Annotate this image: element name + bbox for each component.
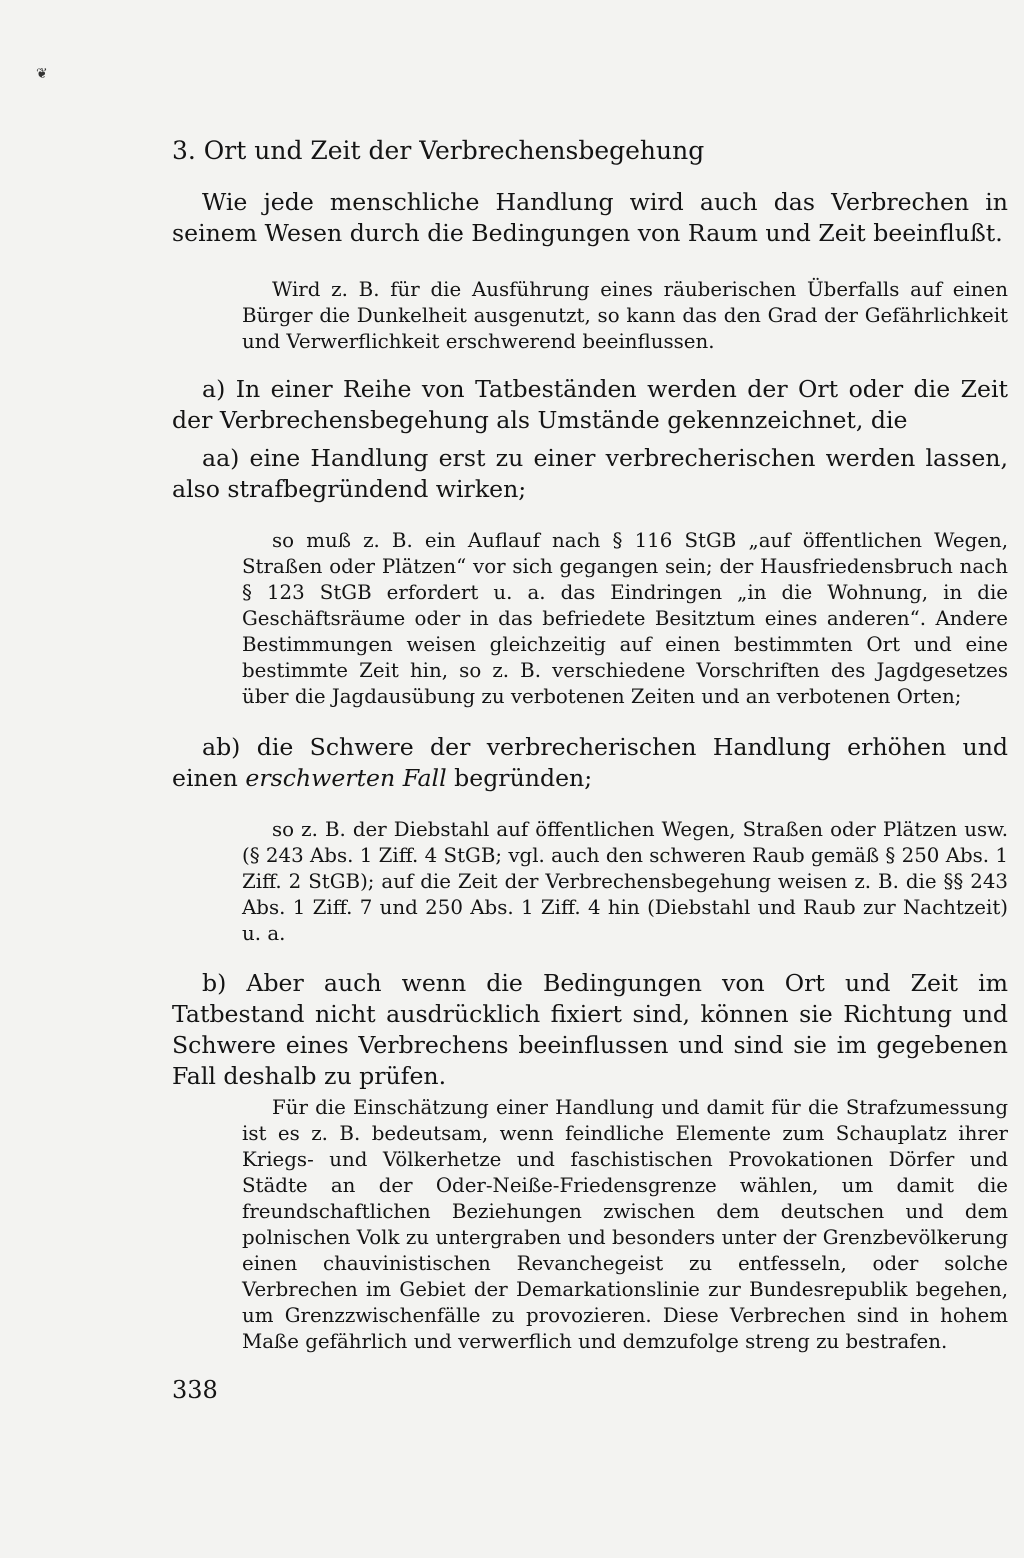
point-aa-paragraph: aa) eine Handlung erst zu einer verbrecherischen werden lassen, also strafbegründend wirken; [172,444,1008,503]
intro-paragraph: Wie jede menschliche Handlung wird auch das Verbrechen in seinem Wesen durch die Bedingungen von Raum und Zeit beeinflußt. [172,188,1008,247]
example-paragraph-ab: so z. B. der Diebstahl auf öffentlichen Wegen, Straßen oder Plätzen usw. (§ 243 Abs. 1 Ziff. 4 StGB; vgl. auch den schweren Raub gemäß § 250 Abs. 1 Ziff. 2 StGB); auf die Zeit der Verbrechensbegehung weisen z. B. die §§ 243 Abs. 1 Ziff. 7 und 250 Abs. 1 Ziff. 4 hin (Diebstahl und Raub zur Nachtzeit) u. a. [242,818,1008,945]
example-paragraph-b: Für die Einschätzung einer Handlung und damit für die Strafzumessung ist es z. B. bedeutsam, wenn feindliche Elemente zum Schauplatz ihrer Kriegs- und Völkerhetze und faschistischen Provokationen Dörfer und Städte an der Oder-Neiße-Friedensgrenze wählen, um damit die freundschaftlichen Beziehungen zwischen dem deutschen und dem polnischen Volk zu untergraben und besonders unter der Grenzbevölkerung einen chauvinistischen Revanchegeist zu entfesseln, oder solche Verbrechen im Gebiet der Demarkationslinie zur Bundesrepublik begehen, um Grenzzwischenfälle zu provozieren. Diese Verbrechen sind in hohem Maße gefährlich und verwerflich und demzufolge streng zu bestrafen. [242,1096,1008,1353]
section-heading: 3. Ort und Zeit der Verbrechensbegehung [172,136,705,165]
page-number: 338 [172,1376,218,1404]
example-paragraph-1: Wird z. B. für die Ausführung eines räuberischen Überfalls auf einen Bürger die Dunkelheit ausgenutzt, so kann das den Grad der Gefährlichkeit und Verwerflichkeit erschwerend beeinflussen. [242,278,1008,353]
point-ab-paragraph [172,732,1008,794]
point-a-paragraph: a) In einer Reihe von Tatbeständen werden der Ort oder die Zeit der Verbrechensbegehung als Umstände gekennzeichnet, die [172,375,1008,434]
corner-ornament-icon: ❦ [36,66,48,82]
point-ab-text: ab) die Schwere der verbrecherischen Handlung erhöhen und einen [172,733,1008,792]
point-ab-text-end: begründen; [446,764,593,792]
point-ab-emphasis: erschwerten Fall [245,764,447,792]
point-b-paragraph: b) Aber auch wenn die Bedingungen von Ort und Zeit im Tatbestand nicht ausdrücklich fixiert sind, können sie Richtung und Schwere eines Verbrechens beeinflussen und sind sie im gegebenen Fall deshalb zu prüfen. [172,969,1008,1090]
example-paragraph-aa: so muß z. B. ein Auflauf nach § 116 StGB „auf öffentlichen Wegen, Straßen oder Plätzen“ vor sich gegangen sein; der Hausfriedensbruch nach § 123 StGB erfordert u. a. das Eindringen „in die Wohnung, in die Geschäftsräume oder in das befriedete Besitztum eines anderen“. Andere Bestimmungen weisen gleichzeitig auf einen bestimmten Ort und eine bestimmte Zeit hin, so z. B. verschiedene Vorschriften des Jagdgesetzes über die Jagdausübung zu verbotenen Zeiten und an verbotenen Orten; [242,529,1008,708]
